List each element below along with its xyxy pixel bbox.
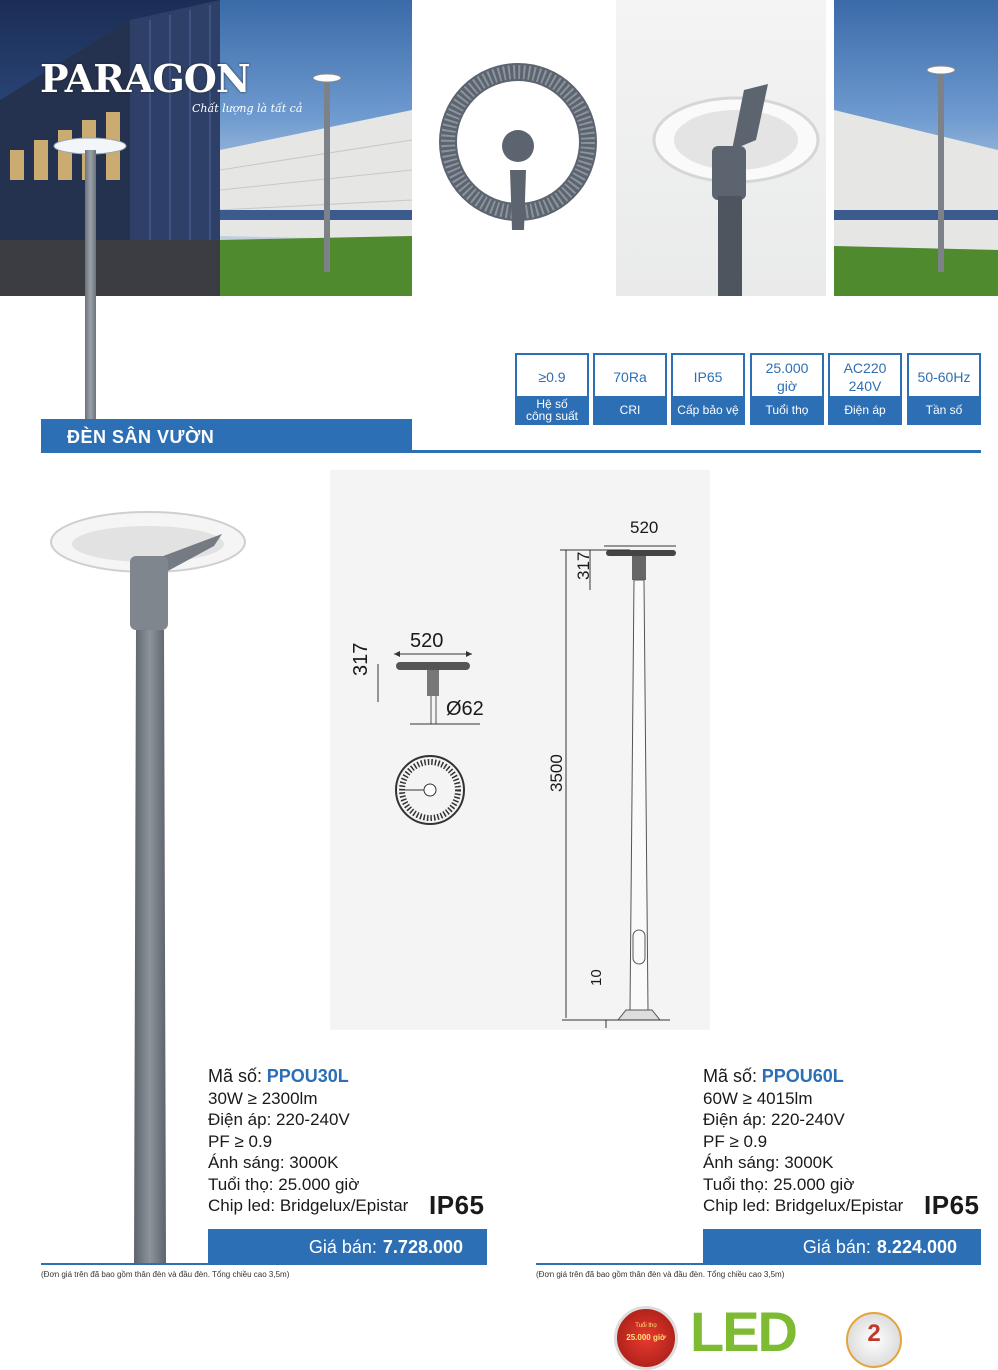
- product-line: Điện áp: 220-240V: [208, 1110, 350, 1129]
- warranty-badge: [846, 1312, 902, 1368]
- night-building-illustration: [0, 0, 220, 296]
- spec-label: Tuổi thọ: [752, 396, 822, 423]
- dim-total-height: 3500: [547, 754, 566, 792]
- lifetime-badge-title: Tuổi thọ: [635, 1323, 657, 1329]
- price-label: Giá bán:: [802, 1236, 871, 1257]
- photo-day-wall-1: [220, 0, 412, 296]
- product-line: PF ≥ 0.9: [703, 1131, 768, 1151]
- product-line: PF ≥ 0.9: [208, 1131, 273, 1151]
- price-note-2: (Đơn giá trên đã bao gồm thân đèn và đầu đèn. Tổng chiều cao 3,5m): [536, 1270, 785, 1279]
- spec-label: Cấp bảo vệ: [673, 396, 743, 423]
- product-code: PPOU30L: [266, 1066, 349, 1086]
- product-line: Ánh sáng: 3000K: [208, 1153, 339, 1172]
- product-line: Ánh sáng: 3000K: [703, 1153, 834, 1172]
- price-value: 8.224.000: [876, 1236, 957, 1257]
- product-line: Chip led: Bridgelux/Epistar: [208, 1196, 409, 1215]
- ip-rating-badge: IP65: [924, 1190, 980, 1220]
- spec-power-factor: [515, 353, 589, 425]
- price-bar-1: [208, 1229, 487, 1265]
- spec-value: 70Ra: [613, 369, 647, 385]
- spec-value: 25.000 giờ: [765, 360, 809, 394]
- product-code-label: Mã số:: [703, 1066, 758, 1086]
- warranty-years: 2: [867, 1320, 881, 1347]
- section-title-bar: [41, 419, 412, 453]
- spec-label: Điện áp: [830, 396, 900, 423]
- photo-lamp-top-view: [412, 0, 616, 296]
- dim-head-width: 520: [410, 630, 444, 652]
- spec-value: IP65: [693, 369, 723, 385]
- photo-night-street: [0, 0, 220, 296]
- day-wall-illustration-1: [220, 0, 412, 296]
- spec-voltage: [828, 353, 902, 425]
- product-code: PPOU60L: [761, 1066, 844, 1086]
- dim-base-height: 10: [588, 969, 605, 986]
- dim-top-width: 520: [630, 518, 659, 537]
- lifetime-badge: [614, 1306, 678, 1370]
- spec-ip-rating: [671, 353, 745, 425]
- product-line: Điện áp: 220-240V: [703, 1110, 845, 1129]
- dim-head-height: 317: [350, 642, 372, 676]
- product-line: 30W ≥ 2300lm: [208, 1088, 318, 1108]
- price-bar-2: [703, 1229, 981, 1265]
- photo-day-wall-2: [834, 0, 998, 296]
- dim-pipe-diameter: Ø62: [446, 698, 484, 720]
- price-note-1: (Đơn giá trên đã bao gồm thân đèn và đầu đèn. Tổng chiều cao 3,5m): [41, 1270, 290, 1279]
- brand-logo: [40, 56, 303, 115]
- lamp-detail-illustration: [616, 0, 826, 296]
- spec-value: AC220 240V: [843, 360, 887, 394]
- brand-name: PARAGON: [40, 56, 250, 101]
- photo-lamp-detail: [616, 0, 826, 296]
- spec-value: 50-60Hz: [917, 369, 971, 385]
- lamp-top-view-illustration: [412, 0, 616, 296]
- product-code-label: Mã số:: [208, 1066, 263, 1086]
- price-underline-1: [41, 1263, 487, 1265]
- top-pole: [85, 150, 96, 420]
- spec-label: CRI: [595, 396, 665, 423]
- product-line: Chip led: Bridgelux/Epistar: [703, 1196, 904, 1215]
- section-title: ĐÈN SÂN VƯỜN: [67, 427, 215, 447]
- product-line: Tuổi thọ: 25.000 giờ: [703, 1174, 855, 1194]
- brand-slogan: Chất lượng là tất cả: [192, 102, 303, 115]
- spec-cri: [593, 353, 667, 425]
- product-line: Tuổi thọ: 25.000 giờ: [208, 1174, 360, 1194]
- day-wall-illustration-2: [834, 0, 998, 296]
- section-title-underline: [41, 450, 981, 453]
- spec-value: ≥0.9: [538, 369, 566, 385]
- spec-label: Tần số: [909, 396, 979, 423]
- product-line: 60W ≥ 4015lm: [703, 1088, 813, 1108]
- spec-frequency: [907, 353, 981, 425]
- price-value: 7.728.000: [382, 1236, 463, 1257]
- lifetime-badge-value: 25.000 giờ: [626, 1333, 666, 1342]
- product-card-1: [208, 1066, 408, 1217]
- dim-top-height: 317: [574, 551, 593, 580]
- led-logo: LED: [690, 1300, 796, 1363]
- ip-rating-badge: IP65: [429, 1190, 485, 1220]
- product-card-2: [703, 1066, 903, 1217]
- price-underline-2: [536, 1263, 981, 1265]
- price-label: Giá bán:: [308, 1236, 377, 1257]
- technical-drawing: [330, 470, 710, 1030]
- spec-lifetime: [750, 353, 824, 425]
- spec-label: Hệ số công suất: [517, 396, 587, 423]
